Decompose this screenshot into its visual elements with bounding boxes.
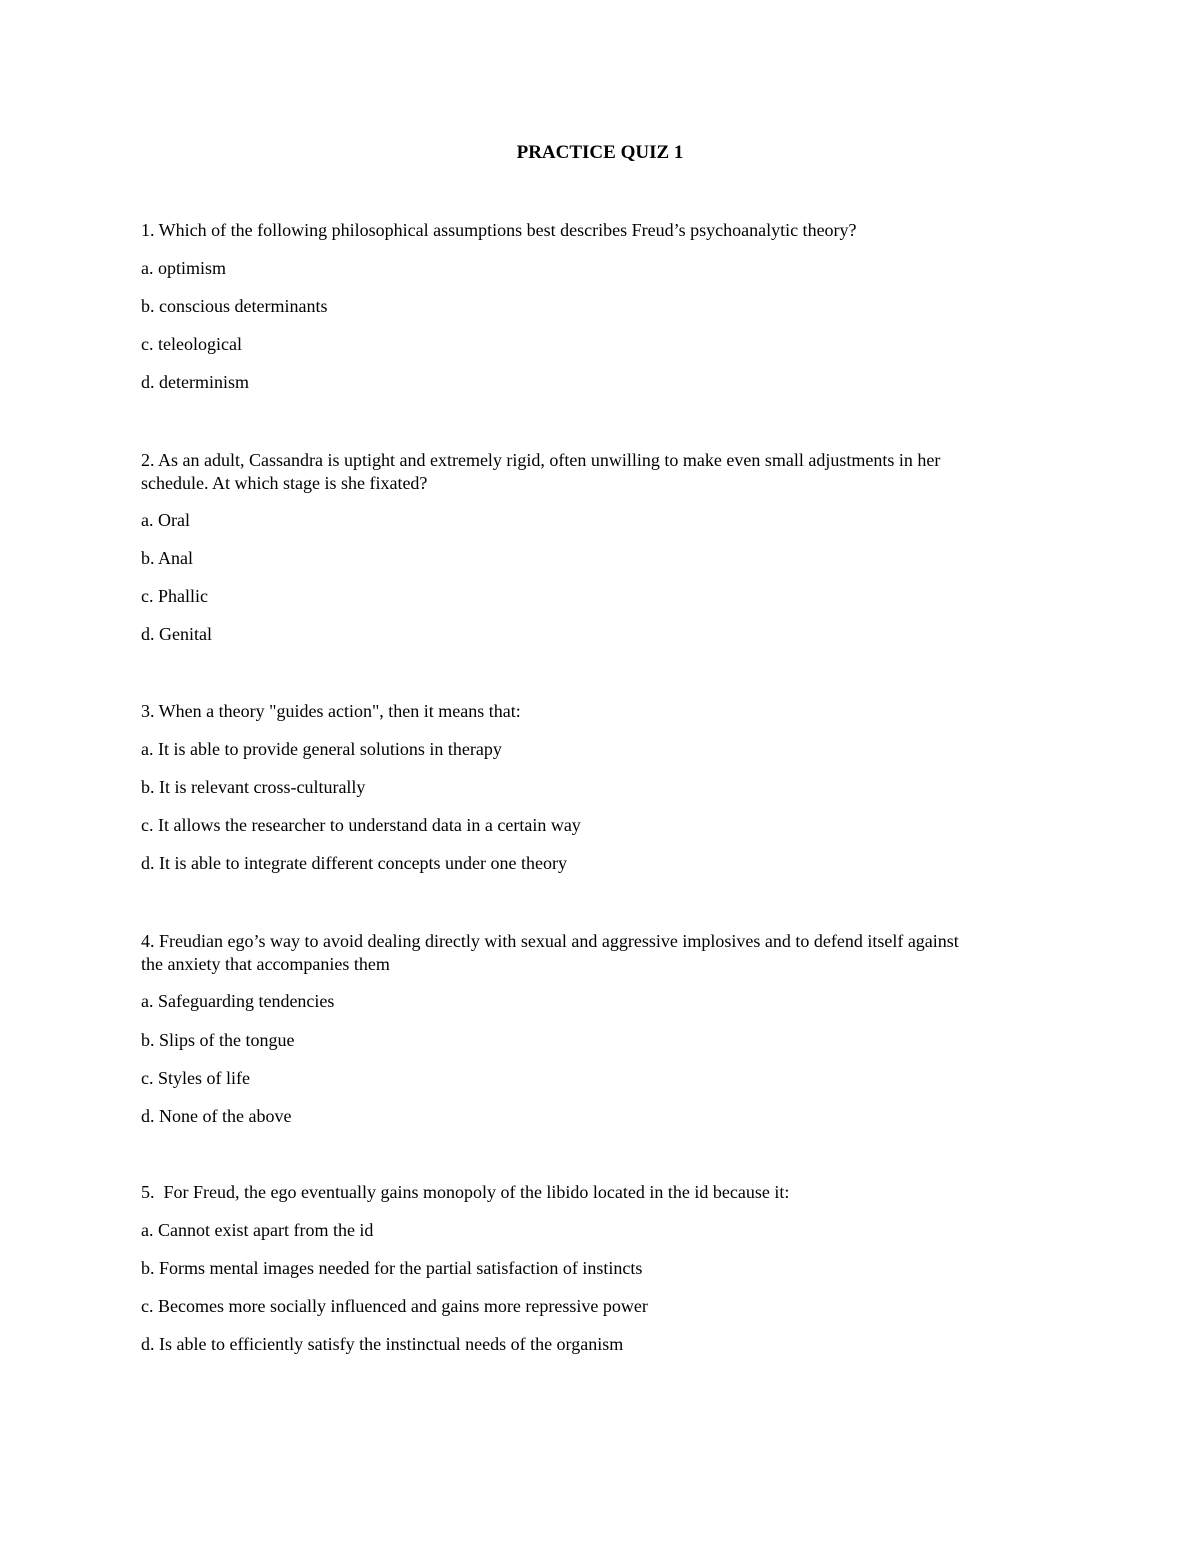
question-3-option-c: c. It allows the researcher to understand data in a certain way [141, 815, 581, 835]
question-3-stem: 3. When a theory "guides action", then it means that: [141, 701, 521, 721]
question-4-option-a: a. Safeguarding tendencies [141, 991, 335, 1011]
page-title: PRACTICE QUIZ 1 [516, 142, 684, 163]
question-3-option-b: b. It is relevant cross-culturally [141, 777, 366, 797]
question-2-stem-line-2: schedule. At which stage is she fixated? [141, 473, 428, 493]
question-2-stem-line-1: 2. As an adult, Cassandra is uptight and extremely rigid, often unwilling to make even small adjustments in her [141, 450, 941, 470]
question-5-option-b: b. Forms mental images needed for the partial satisfaction of instincts [141, 1258, 643, 1278]
question-4-option-d: d. None of the above [141, 1106, 292, 1126]
question-5-stem: 5. For Freud, the ego eventually gains monopoly of the libido located in the id because it: [141, 1182, 790, 1202]
question-1-option-d: d. determinism [141, 372, 249, 392]
question-1-option-a: a. optimism [141, 258, 226, 278]
question-4-option-b: b. Slips of the tongue [141, 1030, 295, 1050]
question-1-option-b: b. conscious determinants [141, 296, 328, 316]
question-1-stem: 1. Which of the following philosophical assumptions best describes Freud’s psychoanalytic theory? [141, 220, 857, 240]
question-1-option-c: c. teleological [141, 334, 242, 354]
question-3-option-a: a. It is able to provide general solutions in therapy [141, 739, 502, 759]
question-5-option-c: c. Becomes more socially influenced and gains more repressive power [141, 1296, 648, 1316]
question-5-option-d: d. Is able to efficiently satisfy the instinctual needs of the organism [141, 1334, 624, 1354]
question-2-option-d: d. Genital [141, 624, 212, 644]
question-4-stem-line-1: 4. Freudian ego’s way to avoid dealing directly with sexual and aggressive implosives and to defend itself against [141, 931, 959, 951]
question-5-option-a: a. Cannot exist apart from the id [141, 1220, 374, 1240]
question-3-option-d: d. It is able to integrate different concepts under one theory [141, 853, 568, 873]
question-4-option-c: c. Styles of life [141, 1068, 250, 1088]
question-2-option-c: c. Phallic [141, 586, 208, 606]
question-2-option-a: a. Oral [141, 510, 190, 530]
question-2-option-b: b. Anal [141, 548, 193, 568]
question-4-stem-line-2: the anxiety that accompanies them [141, 954, 390, 974]
